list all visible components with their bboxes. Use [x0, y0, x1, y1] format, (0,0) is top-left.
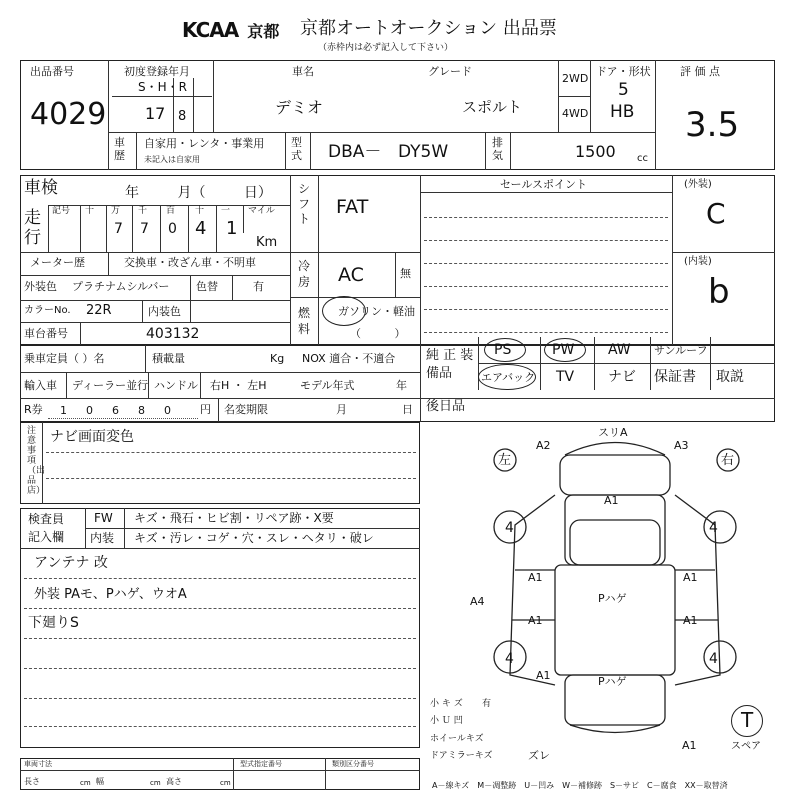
recycle-digits: [48, 402, 198, 419]
chassis-number: 403132: [146, 326, 200, 342]
left-side: [510, 495, 555, 685]
digit-header: 万: [111, 206, 121, 216]
digit-header: 百: [166, 206, 176, 216]
reg-month: 8: [178, 109, 187, 124]
ext-color-label: 外装色: [24, 280, 57, 293]
mileage-label: 走行: [24, 208, 41, 248]
int-grade-label: (内装): [684, 256, 712, 267]
meter-options: 交換車・改ざん車・不明車: [124, 256, 256, 269]
diagram-right: 右: [721, 453, 735, 468]
dims-length: 長さ: [24, 777, 40, 786]
odo-digit: 1: [226, 218, 238, 239]
notes-label: 注意事項（出品店）: [27, 426, 46, 496]
odo-digit: 0: [168, 221, 177, 237]
roof-body: [555, 565, 675, 675]
damage-mark: 4: [709, 651, 718, 667]
damage-mark: A2: [536, 439, 551, 452]
int-label: 内装: [90, 531, 115, 545]
legend-item: 小 キ ズ: [430, 699, 463, 709]
sales-label: セールスポイント: [500, 178, 588, 191]
damage-mark: 4: [505, 651, 514, 667]
door-label: ドア・形状: [596, 65, 651, 78]
damage-mark: A1: [536, 669, 551, 682]
color-no-label: カラーNo.: [24, 305, 71, 316]
legend-item: 小 Ｕ 凹: [430, 716, 463, 726]
equip-tv: TV: [556, 369, 575, 385]
model-code: DY5W: [398, 142, 449, 162]
cc-unit: cc: [637, 153, 648, 164]
windshield: [570, 520, 660, 565]
equip-sunroof: サンルーフ: [654, 344, 708, 357]
ext-grade-label: (外装): [684, 179, 712, 190]
ext-grade: C: [706, 197, 726, 230]
nox: NOX 適合・不適合: [302, 352, 396, 365]
odo-digit: 4: [195, 218, 207, 239]
damage-mark: Pハゲ: [598, 592, 627, 605]
dims-cm: cm: [80, 779, 91, 787]
rename-label: 名変期限: [224, 403, 268, 416]
notes-line-1: ナビ画面変色: [50, 429, 134, 445]
displacement: 1500: [575, 142, 616, 161]
handle-options: 右H ・ 左H: [210, 379, 267, 392]
score-label: 評 価 点: [680, 65, 720, 78]
rear-bumper: [570, 725, 660, 733]
recycle-digit: 1: [60, 404, 67, 417]
digit-header: 記号: [52, 206, 71, 216]
car-diagram: [470, 425, 760, 745]
damage-mark: A1: [683, 614, 698, 627]
km-unit: Km: [256, 235, 278, 250]
recycle-digit: 0: [86, 404, 93, 417]
damage-mark: Pハゲ: [598, 675, 627, 688]
spare-mark: T: [741, 708, 754, 732]
color-change: 色替: [196, 280, 218, 293]
doors: 5: [618, 80, 629, 100]
fuel-options: ガソリン・軽油: [338, 305, 415, 318]
history-options: 自家用・レンタ・事業用: [144, 137, 265, 150]
fuel-circle: [322, 296, 366, 326]
odo-digit: 7: [140, 221, 149, 237]
digit-header: 十: [85, 206, 95, 216]
chassis-label: 車台番号: [24, 327, 68, 340]
drive-4wd: 4WD: [562, 107, 589, 120]
disp-label: 排気: [492, 136, 503, 162]
dims-width: 幅: [96, 777, 104, 786]
shaken-fields: 年 月（ 日）: [125, 185, 272, 201]
dims-cm: cm: [150, 779, 161, 787]
recycle-digit: 8: [138, 404, 145, 417]
shift-value: FAT: [336, 196, 369, 218]
drive-2wd: 2WD: [562, 72, 589, 85]
interior-color-label: 内装色: [148, 305, 181, 318]
digit-header: 一: [221, 206, 231, 216]
inspector-label-1: 検査員: [28, 512, 65, 526]
ac-value: AC: [338, 264, 364, 286]
load-label: 積載量: [152, 352, 185, 365]
damage-mark: A1: [682, 739, 697, 752]
lot-label: 出品番号: [30, 65, 74, 78]
int-items: キズ・汚レ・コゲ・穴・スレ・ヘタリ・破レ: [134, 531, 374, 545]
equip-aw: AW: [608, 342, 631, 358]
damage-mark: A1: [528, 571, 543, 584]
grade: スポルト: [462, 98, 523, 116]
inspector-label-2: 記入欄: [28, 530, 65, 544]
odo-digit: 7: [114, 221, 123, 237]
legend-item: ホイールキズ: [430, 734, 484, 744]
damage-mark: A4: [470, 595, 485, 608]
equip-pw: PW: [552, 342, 575, 358]
day-unit: 日: [402, 403, 413, 416]
fuel-paren: （ ）: [350, 327, 406, 340]
damage-mark: スリA: [598, 426, 628, 439]
import-label: 輸入車: [24, 379, 57, 392]
digit-header: マイル: [248, 206, 275, 216]
score: 3.5: [685, 105, 740, 145]
int-grade: b: [708, 272, 730, 312]
equip-navi: ナビ: [608, 369, 636, 385]
diagram-left: 左: [498, 453, 512, 468]
yen-unit: 円: [200, 403, 211, 416]
fw-items: キズ・飛石・ヒビ割・リペア跡・X要: [134, 511, 334, 525]
ps-circle: [484, 338, 526, 362]
pw-circle: [544, 338, 586, 362]
damage-mark: A1: [604, 494, 619, 507]
logo-sub: 京都: [247, 22, 280, 41]
hood-front: [560, 455, 670, 495]
type-no-label: 型式指定番号: [240, 760, 282, 768]
carname: デミオ: [275, 98, 324, 117]
color-no: 22R: [86, 303, 112, 318]
ac-none: 無: [400, 267, 411, 280]
equip-ps: PS: [494, 342, 512, 358]
digit-header: 十: [195, 206, 205, 216]
lot-number: 4029: [30, 97, 107, 132]
model-prefix: DBA－: [328, 142, 382, 162]
spare-label: スペア: [731, 741, 761, 752]
grade-label: グレード: [428, 65, 472, 78]
damage-mark: A1: [528, 614, 543, 627]
inspector-line-3: 下廻りS: [28, 615, 79, 631]
dims-cm: cm: [220, 779, 231, 787]
damage-mark: 4: [505, 520, 514, 536]
fw-label: FW: [94, 511, 113, 525]
ext-color: プラチナムシルバー: [72, 280, 170, 293]
page-title: 京都オートオークション 出品票: [300, 18, 557, 39]
first-reg-label: 初度登録年月: [124, 65, 190, 78]
legend-item: ドアミラーキズ: [430, 751, 493, 761]
dealer: ディーラー並行: [72, 379, 149, 392]
recycle-digit: 0: [164, 404, 171, 417]
equip-label: 純 正 装備品: [426, 348, 474, 381]
kg-unit: Kg: [270, 352, 285, 365]
header-note: （赤枠内は必ず記入して下さい）: [318, 43, 454, 53]
legend-mark: 有: [482, 699, 492, 709]
handle-label: ハンドル: [154, 379, 198, 392]
digit-header: 千: [138, 206, 148, 216]
ac-label: 冷房: [298, 259, 311, 289]
fuel-label: 燃料: [298, 306, 311, 336]
shift-label: シフト: [298, 182, 311, 226]
model-label: 型式: [291, 136, 302, 162]
damage-mark: 4: [709, 520, 718, 536]
era-options: S・H・R: [138, 80, 187, 94]
inspector-line-2: 外装 PAモ、Pハゲ、ウオA: [34, 587, 187, 602]
equip-manual: 取説: [716, 369, 744, 385]
dims-label: 車両寸法: [24, 760, 52, 768]
recycle-digit: 6: [112, 404, 119, 417]
history-note: 未記入は自家用: [144, 155, 200, 164]
year-unit: 年: [396, 379, 407, 392]
color-yes: 有: [253, 280, 264, 293]
recycle-label: R券: [24, 403, 43, 416]
airbag-circle: [478, 364, 536, 390]
class-no-label: 類別区分番号: [332, 760, 374, 768]
damage-legend: A－線キズ M－凋整跡 U－凹み W－補修跡 S－サビ C－腐食 XX－取替済: [432, 781, 728, 790]
capacity: 乗車定員（ ）名: [24, 352, 105, 365]
month-unit: 月: [336, 403, 347, 416]
equip-warranty: 保証書: [654, 369, 696, 385]
meter-label: メーター歴: [30, 256, 85, 269]
history-label: 車歴: [114, 136, 125, 162]
logo-text: KCAA: [182, 18, 239, 42]
front-bumper: [565, 443, 665, 456]
later-label: 後日品: [426, 399, 466, 414]
damage-mark: ズレ: [528, 749, 550, 762]
damage-mark: A3: [674, 439, 689, 452]
reg-year: 17: [145, 104, 166, 123]
carname-label: 車名: [292, 65, 314, 78]
shaken-label: 車検: [24, 178, 58, 198]
dims-height: 高さ: [166, 777, 182, 786]
damage-mark: A1: [683, 571, 698, 584]
inspector-line-1: アンテナ 改: [34, 555, 108, 571]
model-year-label: モデル年式: [300, 379, 355, 392]
equip-airbag: エアバック: [481, 371, 536, 384]
logo: [182, 18, 279, 42]
shape: HB: [610, 102, 635, 122]
